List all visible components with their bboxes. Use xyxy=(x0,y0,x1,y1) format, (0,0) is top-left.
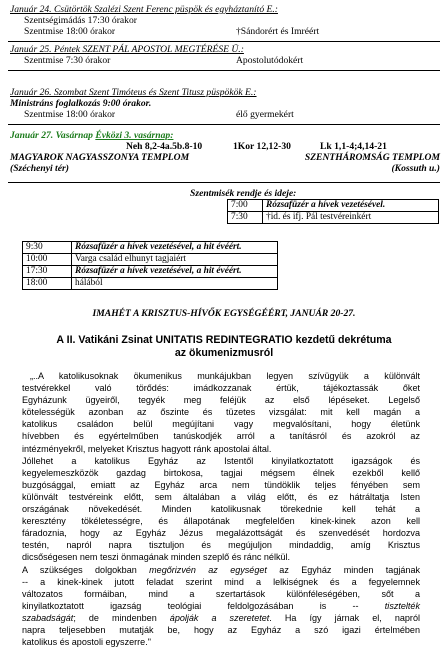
day-time: Szentségimádás 17:30 órakor xyxy=(24,15,137,26)
table-row xyxy=(23,266,278,278)
table-row xyxy=(23,242,278,254)
day-heading: Január 25. Péntek SZENT PÁL APOSTOL MEGTÉRÉSE Ü.: xyxy=(10,44,244,55)
sunday-readings xyxy=(10,141,440,152)
church-names xyxy=(10,152,440,163)
schedule-time: 17:30 xyxy=(23,266,72,278)
day-intent: Apostolutódokért xyxy=(236,55,304,66)
article-body xyxy=(22,370,420,648)
day-time: Szentmise 18:00 órakor xyxy=(24,109,116,120)
article-line: buzgósággal, emiatt az Egyház arca nem tündöklik teljes fényében sem xyxy=(22,479,420,490)
day-heading: Január 24. Csütörtök Szalézi Szent Ferenc püspök és egyháztanító E.: xyxy=(10,4,278,15)
divider xyxy=(8,124,440,125)
church-left-location: (Széchenyi tér) xyxy=(10,163,69,174)
article-line: testvérekkel való törődés: imádkozzanak értük, tájékoztassák őket xyxy=(22,383,420,394)
article-line: -- a kinek-kinek jutott feladat szerint mind a lelkiségnek és a fegyelemnek xyxy=(22,576,420,587)
article-line: dicsőségesen nem teszi önmagának minden szeplő és ránc nélkül. xyxy=(22,552,291,563)
day-entry-friday xyxy=(10,44,440,66)
article-line: szabadságát; de mindenben ápolják a szeretetet. Ha így járnak el, napról xyxy=(22,612,420,623)
article-line: különvált testvéreink előtt, sem általában a világ előtt, és ez hátráltatja Isten xyxy=(22,491,420,502)
table-row xyxy=(23,278,278,290)
article-line: A szükséges dolgokban megőrizvén az egységet az Egyház minden tagjának xyxy=(22,564,420,575)
schedule-time: 7:00 xyxy=(228,200,263,212)
divider xyxy=(8,41,440,42)
schedule-time: 10:00 xyxy=(23,254,72,266)
schedule-text: Rózsafüzér a hívek vezetésével, a hit évéért. xyxy=(72,242,278,254)
church-locations xyxy=(10,163,440,174)
article-title-line1: A II. Vatikáni Zsinat UNITATIS REDINTEGRATIO kezdetű dekrétuma xyxy=(56,334,392,346)
reading-second: 1Kor 12,12-30 xyxy=(233,141,291,152)
sunday-block xyxy=(10,130,440,174)
left-church-schedule xyxy=(22,241,278,290)
schedule-title: Szentmisék rendje és ideje: xyxy=(190,188,297,199)
sunday-heading xyxy=(10,130,440,141)
article-line: intézményekről, melyeket Krisztus hagyott ránk apostolai által. xyxy=(22,443,272,454)
article-line: „..A katolikusoknak ökumenikus munkájukban legyen szívügyük a különvált xyxy=(30,371,420,381)
article-line: hívebben és egyértelműben tanúskodjék arról a tanításról és azokról az xyxy=(22,431,420,442)
divider xyxy=(8,70,440,71)
article-line: testén, napról napra tisztuljon és megújuljon mindaddig, amíg Krisztus xyxy=(22,540,420,551)
schedule-time: 7:30 xyxy=(228,212,263,224)
article-line: kegyelemeszközök gazdag birtokosa, tagjai mégsem élnek ezekből kellő xyxy=(22,467,420,478)
unity-week-banner: IMAHÉT A KRISZTUS-HÍVŐK EGYSÉGÉÉRT, JANUÁR 20-27. xyxy=(92,308,356,319)
church-left: MAGYAROK NAGYASSZONYA TEMPLOM xyxy=(10,152,190,163)
schedule-text: †id. és ifj. Pál testvéreinkért xyxy=(263,212,439,224)
divider xyxy=(8,182,440,183)
article-line: országának növekedését. Minden katolikusnak törekednie kell tehát a xyxy=(22,504,420,515)
table-row xyxy=(23,254,278,266)
article-line: Egyházunk ügyeiről, tegyék meg feléjük az első lépéseket. Legelső xyxy=(22,395,420,406)
article-title-line2: az ökumenizmusról xyxy=(174,347,274,359)
sunday-date: Január 27. Vasárnap xyxy=(10,130,93,141)
article-line: keresztény tökéletességre, és állapotának megfelelően kinek-kinek azon kell xyxy=(22,516,420,527)
schedule-text: Rózsafüzér a hívek vezetésével, a hit évéért. xyxy=(72,266,278,278)
table-row xyxy=(228,212,439,224)
day-entry-thursday xyxy=(10,4,440,37)
schedule-time: 9:30 xyxy=(23,242,72,254)
schedule-text: hálából xyxy=(72,278,278,290)
article-line: fáradoznia, hogy az Egyház Jézus megalázottságát és szenvedését hordozva xyxy=(22,528,420,539)
article-line: kötelességük azonban az őszinte és tüzetes vizsgálat: mit kell magán a xyxy=(22,407,420,418)
day-time: Szentmise 7:30 órakor xyxy=(24,55,111,66)
day-entry-saturday xyxy=(10,87,440,120)
table-row xyxy=(228,200,439,212)
church-right: SZENTHÁROMSÁG TEMPLOM xyxy=(304,152,440,163)
schedule-time: 18:00 xyxy=(23,278,72,290)
article-line: napra teljesebben mutatják be, hogy az Egyház a szó igazi értelmében xyxy=(22,624,420,635)
article-title xyxy=(0,334,448,360)
day-time: Szentmise 18:00 órakor xyxy=(24,26,116,37)
article-line: változatos formáiban, mind a szertartások különféleségében, sőt a xyxy=(22,588,420,599)
day-intent: élő gyermekért xyxy=(236,109,294,120)
sunday-name: Évközi 3. vasárnap: xyxy=(95,130,174,141)
article-line: kinyilatkoztatott igazság teológiai feldolgozásában is -- tisztelték xyxy=(22,600,420,611)
schedule-text: Varga család elhunyt tagjaiért xyxy=(72,254,278,266)
day-intent: †Sándorért és Imréért xyxy=(236,26,320,37)
day-heading: Január 26. Szombat Szent Timóteus és Szent Titusz püspökök E.: xyxy=(10,87,257,98)
church-right-location: (Kossuth u.) xyxy=(391,163,440,174)
reading-first: Neh 8,2-4a.5b.8-10 xyxy=(126,141,203,152)
reading-gospel: Lk 1,1-4;4,14-21 xyxy=(320,141,387,152)
article-line: katolikus családon belül megújítani vagy megvalósítani, hogy életünk xyxy=(22,419,420,430)
article-line: katolikus és apostoli egyszerre." xyxy=(22,637,151,648)
schedule-text: Rózsafüzér a hívek vezetésével. xyxy=(263,200,439,212)
right-church-schedule xyxy=(227,199,439,224)
article-line: Jóllehet a katolikus Egyház az Istentől kinyilatkoztatott igazságok és xyxy=(22,455,420,466)
day-subheading: Ministráns foglalkozás 9:00 órakor. xyxy=(10,98,152,109)
